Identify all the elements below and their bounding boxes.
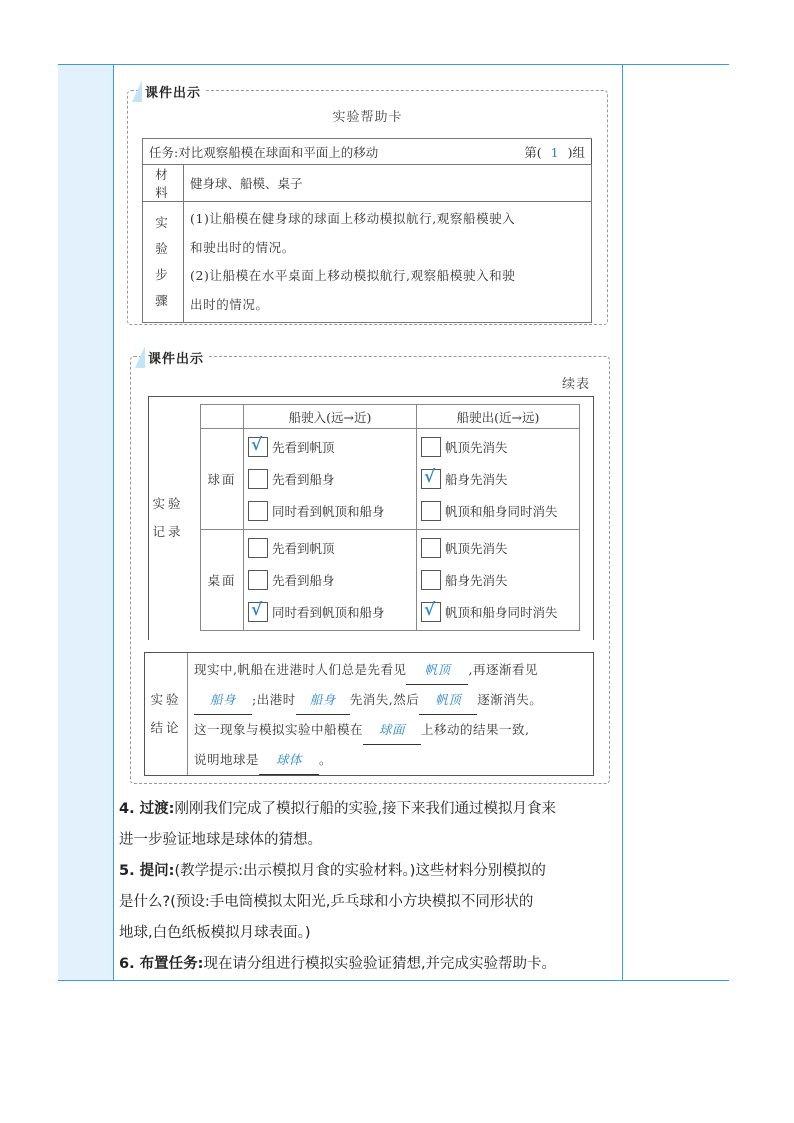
checkbox[interactable] (421, 437, 441, 457)
option-text: 先看到帆顶 (272, 541, 335, 556)
conclusion-text-part: 这一现象与模拟实验中船模在 (194, 722, 364, 737)
answer-blank: 船身 (296, 685, 350, 715)
option-sphere-out-1 (417, 431, 579, 463)
option-sphere-in-1 (244, 431, 416, 463)
conclusion-label (145, 653, 188, 775)
checkmark-icon: √ (251, 435, 263, 455)
answer-blank: 球体 (259, 745, 319, 775)
conclusion-text-part: 。 (319, 752, 333, 767)
task-separator: : (174, 144, 179, 160)
row-label-table: 桌面 (201, 530, 244, 631)
option-table-out-1 (417, 532, 579, 564)
lesson-text (119, 794, 619, 980)
sphere-out-options (417, 429, 580, 530)
option-text: 船身先消失 (445, 573, 508, 588)
materials-text: 健身球、船模、桌子 (184, 165, 592, 202)
checkbox[interactable] (248, 538, 268, 558)
option-table-in-1 (244, 532, 416, 564)
steps-label-line2: 步骤 (155, 267, 171, 308)
option-text: 同时看到帆顶和船身 (272, 504, 385, 519)
materials-label: 材料 (143, 165, 184, 202)
task-label: 任务 (149, 144, 175, 160)
left-column (58, 65, 114, 980)
step4-line1 (119, 794, 619, 825)
header-blank (201, 405, 244, 429)
option-text: 帆顶先消失 (445, 440, 508, 455)
answer-blank: 球面 (363, 715, 421, 745)
record-label-line2: 记录 (152, 524, 184, 539)
sphere-in-options (244, 429, 417, 530)
option-text: 帆顶先消失 (445, 541, 508, 556)
group-num: 1 (550, 144, 559, 160)
step4-label: 4. 过渡: (119, 801, 175, 817)
frame-top-line (58, 64, 729, 65)
conclusion-text-part: ;出港时 (252, 692, 296, 707)
steps-text (184, 202, 592, 323)
option-text: 帆顶和船身同时消失 (445, 504, 558, 519)
option-sphere-in-2 (244, 463, 416, 495)
checkmark-icon: √ (424, 467, 436, 487)
option-table-out-2 (417, 564, 579, 596)
banner-ribbon-icon (132, 80, 142, 102)
answer-blank: 帆顶 (406, 655, 468, 685)
record-label (148, 490, 188, 546)
row-label-sphere: 球面 (201, 429, 244, 530)
steps-row (143, 202, 592, 323)
conclusion-line3 (194, 715, 587, 745)
option-table-in-2 (244, 564, 416, 596)
checkbox[interactable] (248, 501, 268, 521)
step2-line2: 出时的情况。 (190, 296, 269, 312)
checkbox[interactable] (421, 570, 441, 590)
conclusion-text (188, 653, 593, 775)
option-text: 先看到帆顶 (272, 440, 335, 455)
step4-line2: 进一步验证地球是球体的猜想。 (119, 832, 322, 848)
option-text: 船身先消失 (445, 472, 508, 487)
conclusion-box (144, 652, 594, 776)
group-number (524, 143, 585, 161)
continued-label: 续表 (562, 377, 591, 392)
conclusion-text-part: 先消失,然后 (349, 692, 420, 707)
option-text: 同时看到帆顶和船身 (272, 605, 385, 620)
right-column-divider (622, 65, 623, 980)
checkbox-checked[interactable] (421, 602, 441, 622)
header-ship-out: 船驶出(近→远) (417, 405, 580, 429)
help-card-table (142, 138, 592, 323)
step6-label: 6. 布置任务: (119, 956, 204, 972)
card1-banner (132, 80, 204, 102)
checkbox-checked[interactable] (248, 437, 268, 457)
step4-text: 刚刚我们完成了模拟行船的实验,接下来我们通过模拟月食来 (174, 801, 557, 817)
option-text: 帆顶和船身同时消失 (445, 605, 558, 620)
card2-banner (135, 346, 207, 368)
step2-line1: (2)让船模在水平桌面上移动模拟航行,观察船模驶入和驶 (190, 268, 516, 283)
checkmark-icon: √ (424, 600, 436, 620)
frame-bottom-line (58, 980, 729, 981)
step6-line1 (119, 949, 619, 980)
option-sphere-out-3 (417, 495, 579, 527)
checkbox[interactable] (248, 469, 268, 489)
conclusion-line4 (194, 745, 587, 775)
group-prefix: 第( (524, 144, 542, 160)
group-suffix: )组 (567, 144, 585, 160)
banner-ribbon-icon (135, 346, 145, 368)
conclusion-text-part: 说明地球是 (194, 752, 260, 767)
record-row-table (201, 530, 580, 631)
checkbox-checked[interactable] (421, 469, 441, 489)
conclusion-text-part: 上移动的结果一致, (421, 722, 530, 737)
option-table-out-3 (417, 596, 579, 628)
checkbox[interactable] (248, 570, 268, 590)
materials-row (143, 165, 592, 202)
step5-text: (教学提示:出示模拟月食的实验材料。)这些材料分别模拟的 (174, 863, 546, 879)
step1-line1: (1)让船模在健身球的球面上移动模拟航行,观察船模驶入 (190, 211, 516, 226)
table-in-options (244, 530, 417, 631)
task-cell (143, 139, 592, 165)
record-row-sphere (201, 429, 580, 530)
record-table (200, 404, 580, 631)
conclusion-text-part: ,再逐渐看见 (468, 662, 538, 677)
task-text: 对比观察船模在球面和平面上的移动 (178, 144, 379, 160)
checkbox-checked[interactable] (248, 602, 268, 622)
banner-label: 课件出示 (145, 348, 207, 367)
checkmark-icon: √ (251, 600, 263, 620)
task-row (143, 139, 592, 165)
answer-blank: 船身 (194, 685, 252, 715)
conclusion-label-line1: 实验 (150, 692, 182, 707)
step5-line2: 是什么?(预设:手电筒模拟太阳光,乒乓球和小方块模拟不同形状的 (119, 894, 534, 910)
step6-text: 现在请分组进行模拟实验验证猜想,并完成实验帮助卡。 (203, 956, 557, 972)
step1-line2: 和驶出时的情况。 (190, 239, 295, 255)
conclusion-text-part: 现实中,帆船在进港时人们总是先看见 (194, 662, 407, 677)
checkbox[interactable] (421, 501, 441, 521)
conclusion-label-line2: 结论 (150, 720, 182, 735)
conclusion-text-part: 逐渐消失。 (477, 692, 543, 707)
step5-line3: 地球,白色纸板模拟月球表面。) (119, 925, 311, 941)
checkbox[interactable] (421, 538, 441, 558)
record-header-row (201, 405, 580, 429)
option-text: 先看到船身 (272, 573, 335, 588)
step5-line1 (119, 856, 619, 887)
steps-label-line1: 实验 (155, 215, 171, 256)
header-ship-in: 船驶入(远→近) (244, 405, 417, 429)
answer-blank: 帆顶 (419, 685, 477, 715)
option-text: 先看到船身 (272, 472, 335, 487)
help-card-title: 实验帮助卡 (332, 110, 403, 125)
steps-label (143, 202, 184, 323)
banner-label: 课件出示 (142, 82, 204, 101)
conclusion-line1 (194, 655, 587, 685)
conclusion-line2 (194, 685, 587, 715)
table-out-options (417, 530, 580, 631)
record-label-line1: 实验 (152, 496, 184, 511)
option-table-in-3 (244, 596, 416, 628)
option-sphere-out-2 (417, 463, 579, 495)
option-sphere-in-3 (244, 495, 416, 527)
step5-label: 5. 提问: (119, 863, 175, 879)
